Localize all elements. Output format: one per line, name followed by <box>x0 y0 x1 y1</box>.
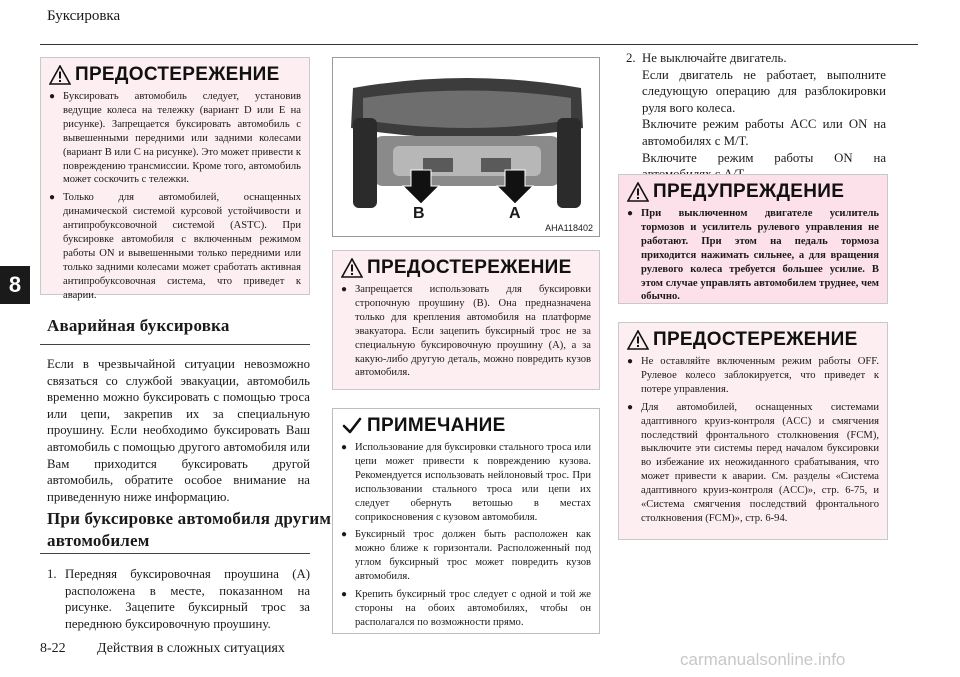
note-heading <box>341 415 591 437</box>
step-1-number: 1. <box>47 567 57 581</box>
figure-label-b: B <box>413 205 425 222</box>
warning-heading-text: ПРЕДОСТЕРЕЖЕНИЕ <box>367 257 572 278</box>
caution-item: ● При выключенном двигателе усилитель тормозов и усилитель рулевого управления не работают. При этом на педаль тормоза приходится нажимать сильнее, а для вращения рулевого колеса требуется большее усилие. В этом случае управлять автомобилем труднее, чем обычно. <box>627 207 879 304</box>
warning-box-hook <box>332 250 600 390</box>
vehicle-underside-illustration <box>333 58 600 237</box>
warning-item: ● Не оставляйте включенным режим работы OFF. Рулевое колесо заблокируется, что приведет к потере управления. <box>627 355 879 397</box>
warning-box-towing <box>40 57 310 301</box>
step-2-block <box>642 50 886 183</box>
header-divider <box>40 44 918 45</box>
section-heading-emergency: Аварийная буксировка <box>47 316 230 335</box>
checkmark-icon <box>341 416 363 436</box>
warning-box-steering <box>618 322 888 540</box>
note-heading-text: ПРИМЕЧАНИЕ <box>367 415 506 436</box>
warning-triangle-icon <box>341 258 363 278</box>
note-item: ● Крепить буксирный трос следует с одной и той же стороны на обоих автомобилях, чтобы он располагался по возможности прямо. <box>341 588 591 630</box>
watermark: carmanualsonline.info <box>680 650 846 669</box>
warning-heading-text: ПРЕДОСТЕРЕЖЕНИЕ <box>653 329 858 350</box>
warning-item: ● Запрещается использовать для буксировки стропочную проушину (B). Она предназначена только для крепления автомобиля на платформе эвакуатора. Если зацепить буксирный трос не за специальную буксировочную проушину (A), а за какую-либо другую деталь, можно повредить кузов автомобиля. <box>341 283 591 380</box>
footer-title: Действия в сложных ситуациях <box>97 641 285 656</box>
step-2-text: Включите режим работы ON на <box>642 150 886 165</box>
page-number: 8-22 <box>40 641 66 656</box>
section-heading-line: автомобилем <box>47 531 150 550</box>
warning-heading <box>341 257 591 279</box>
step-2-text: Включите режим работы ACC или ON на автомобилях с M/T. <box>642 117 886 148</box>
emergency-paragraph: Если в чрезвычайной ситуации невозможно связаться со службой эвакуации, автомобиль временно можно буксировать с помощью троса или цепи, закрепив их за специальную проушину. Если необходимо буксировать Ваш автомобиль с помощью другого автомобиля или Вам приходится буксировать другой автомобиль, обратите особое внимание на приведенную ниже информацию. <box>47 357 310 504</box>
figure-label-a: A <box>509 205 521 222</box>
warning-heading <box>49 64 301 86</box>
warning-triangle-icon <box>627 330 649 350</box>
warning-item: ● Только для автомобилей, оснащенных динамической системой курсовой устойчивости и антипробуксовочной системой (ASTC). При буксировке автомобиля с включенным режимом работы ON и вывешенными только передними или только задними колесами может сработать активная антипробуксовочная система, что приведет к аварии. <box>49 191 301 302</box>
step-2-number: 2. <box>626 51 636 65</box>
warning-item: ● Буксировать автомобиль следует, установив ведущие колеса на тележку (вариант D или E на рисунке). Запрещается буксировать автомобиль с вывешенными передними или задними колесами (вариант B или C на рисунке). Это может привести к повреждению трансмиссии. Кроме того, автомобиль может соскочить с тележки. <box>49 90 301 187</box>
section-divider <box>40 344 310 345</box>
towing-hook-figure <box>332 57 600 237</box>
note-item: ● Буксирный трос должен быть расположен как можно ближе к горизонтали. Расположенный под углом буксирный трос может повредить кузов автомобиля. <box>341 528 591 584</box>
section-heading-line: При буксировке автомобиля другим <box>47 509 332 528</box>
caution-box <box>618 174 888 304</box>
chapter-tab: 8 <box>0 266 30 304</box>
step-1-text: Передняя буксировочная проушина (A) расположена в месте, показанном на рисунке. Зацепите буксирный трос за переднюю буксировочную проушину. <box>65 567 310 631</box>
note-item: ● Использование для буксировки стального троса или цепи может привести к повреждению кузова. Рекомендуется использовать нейлоновый трос. При использовании стального троса или цепи их следует обернуть ветошью в местах соприкосновения с кузовом автомобиля. <box>341 441 591 524</box>
warning-item: ● Для автомобилей, оснащенных системами адаптивного круиз-контроля (ACC) и смягчения последствий фронтального столкновения (FCM), выключите эти системы перед началом буксировки во избежание их неожиданного срабатывания, что может привести к аварии. См. разделы «Система адаптивного круиз-контроля (ACC)», стр. 6-75, и «Система смягчения последствий фронтального столкновения (FCM)», стр. 6-94. <box>627 401 879 526</box>
step-2-line: Не выключайте двигатель. <box>642 51 787 65</box>
caution-heading-text: ПРЕДУПРЕЖДЕНИЕ <box>653 181 845 202</box>
warning-heading-text: ПРЕДОСТЕРЕЖЕНИЕ <box>75 64 280 85</box>
step-2-text: Если двигатель не работает, выполните следующую операцию для разблокировки руля вого колеса. <box>642 67 886 115</box>
warning-triangle-icon <box>49 65 71 85</box>
running-header: Буксировка <box>47 8 121 24</box>
warning-heading <box>627 329 879 351</box>
warning-triangle-icon <box>627 182 649 202</box>
caution-heading <box>627 181 879 203</box>
note-box <box>332 408 600 634</box>
section-heading-other-vehicle <box>47 508 331 552</box>
section-divider <box>40 553 310 554</box>
figure-id: AHA118402 <box>545 223 593 233</box>
